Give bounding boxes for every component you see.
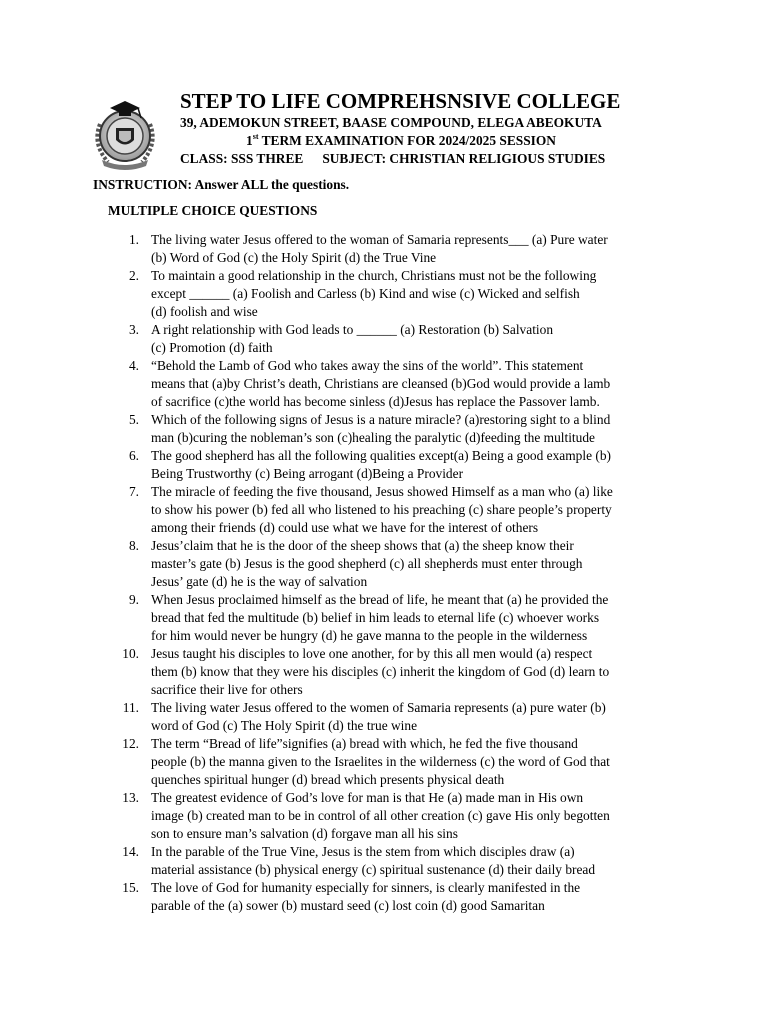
question-text <box>139 645 609 699</box>
question-number: 8. <box>128 538 139 553</box>
question-item <box>112 843 692 879</box>
question-line: The living water Jesus offered to the women of Samaria represents (a) pure water (b) <box>151 700 606 715</box>
question-item <box>112 735 692 789</box>
question-item <box>112 447 692 483</box>
question-number: 14. <box>122 844 139 859</box>
question-line: The living water Jesus offered to the woman of Samaria represents___ (a) Pure water <box>151 232 608 247</box>
school-crest-logo <box>86 94 164 172</box>
question-line: means that (a)by Christ’s death, Christians are cleansed (b)God would provide a lamb <box>151 376 611 391</box>
school-name: STEP TO LIFE COMPREHSNSIVE COLLEGE <box>180 89 621 113</box>
question-item <box>112 357 692 411</box>
question-number: 5. <box>128 412 139 427</box>
question-line: image (b) created man to be in control of all other creation (c) gave His only begotten <box>151 808 610 823</box>
question-line: When Jesus proclaimed himself as the bread of life, he meant that (a) he provided the <box>151 592 609 607</box>
question-text <box>139 843 595 879</box>
question-item <box>112 321 692 357</box>
class-label: CLASS: SSS THREE <box>180 151 304 166</box>
question-line: to show his power (b) fed all who listened to his preaching (c) share people’s property <box>151 502 612 517</box>
question-line: among their friends (d) could use what we have for the interest of others <box>151 520 539 535</box>
question-item <box>112 699 692 735</box>
question-line: In the parable of the True Vine, Jesus is the stem from which disciples draw (a) <box>151 844 575 859</box>
question-number: 11. <box>122 700 139 715</box>
question-number: 4. <box>128 358 139 373</box>
question-number: 13. <box>122 790 139 805</box>
question-text <box>139 537 583 591</box>
term-rest: TERM EXAMINATION FOR 2024/2025 SESSION <box>258 133 556 148</box>
question-text <box>139 231 608 267</box>
school-header <box>180 88 740 168</box>
question-line: quenches spiritual hunger (d) bread which presents physical death <box>151 772 505 787</box>
question-text <box>139 483 613 537</box>
question-line: (d) foolish and wise <box>151 304 258 319</box>
question-item <box>112 591 692 645</box>
question-line: master’s gate (b) Jesus is the good shepherd (c) all shepherds must enter through <box>151 556 583 571</box>
question-text <box>139 699 606 735</box>
question-line: The good shepherd has all the following qualities except(a) Being a good example (b) <box>151 448 611 463</box>
class-subject-line <box>180 150 740 168</box>
question-line: The love of God for humanity especially for sinners, is clearly manifested in the <box>151 880 581 895</box>
question-number: 9. <box>128 592 139 607</box>
exam-term-line <box>180 132 740 150</box>
question-number: 10. <box>122 646 139 661</box>
question-item <box>112 789 692 843</box>
question-line: The term “Bread of life”signifies (a) bread with which, he fed the five thousand <box>151 736 578 751</box>
question-line: Jesus taught his disciples to love one another, for by this all men would (a) respect <box>151 646 593 661</box>
question-text <box>139 735 610 789</box>
question-line: The greatest evidence of God’s love for man is that He (a) made man in His own <box>151 790 584 805</box>
question-line: To maintain a good relationship in the church, Christians must not be the following <box>151 268 597 283</box>
question-line: “Behold the Lamb of God who takes away the sins of the world”. This statement <box>151 358 584 373</box>
question-line: sacrifice their live for others <box>151 682 303 697</box>
question-line: Jesus’claim that he is the door of the sheep shows that (a) the sheep know their <box>151 538 574 553</box>
question-list <box>112 231 692 915</box>
question-line: of sacrifice (c)the world has become sinless (d)Jesus has replace the Passover lamb. <box>151 394 600 409</box>
question-item <box>112 411 692 447</box>
question-line: parable of the (a) sower (b) mustard seed (c) lost coin (d) good Samaritan <box>151 898 545 913</box>
term-ordinal: 1 <box>246 133 253 148</box>
question-line: except ______ (a) Foolish and Carless (b) Kind and wise (c) Wicked and selfish <box>151 286 580 301</box>
question-line: them (b) know that they were his disciples (c) inherit the kingdom of God (d) learn to <box>151 664 610 679</box>
instruction-text: INSTRUCTION: Answer ALL the questions. <box>93 177 350 192</box>
question-number: 12. <box>122 736 139 751</box>
question-line: A right relationship with God leads to ______ (a) Restoration (b) Salvation <box>151 322 554 337</box>
question-line: (c) Promotion (d) faith <box>151 340 273 355</box>
question-text <box>139 357 610 411</box>
question-text <box>139 267 596 321</box>
question-item <box>112 879 692 915</box>
section-title: MULTIPLE CHOICE QUESTIONS <box>108 203 318 218</box>
question-item <box>112 483 692 537</box>
question-number: 2. <box>128 268 139 283</box>
question-line: Jesus’ gate (d) he is the way of salvation <box>151 574 368 589</box>
question-line: bread that fed the multitude (b) belief in him leads to eternal life (c) whoever works <box>151 610 600 625</box>
question-number: 6. <box>128 448 139 463</box>
question-line: people (b) the manna given to the Israelites in the wilderness (c) the word of God that <box>151 754 610 769</box>
question-text <box>139 411 610 447</box>
question-line: material assistance (b) physical energy (c) spiritual sustenance (d) their daily bread <box>151 862 596 877</box>
question-number: 7. <box>128 484 139 499</box>
subject-label: SUBJECT: CHRISTIAN RELIGIOUS STUDIES <box>322 151 606 166</box>
question-text <box>139 879 580 915</box>
school-address: 39, ADEMOKUN STREET, BAASE COMPOUND, ELEGA ABEOKUTA <box>180 115 602 130</box>
term-suffix: st <box>252 131 259 141</box>
question-line: (b) Word of God (c) the Holy Spirit (d) the True Vine <box>151 250 437 265</box>
question-item <box>112 231 692 267</box>
question-item <box>112 537 692 591</box>
question-line: Which of the following signs of Jesus is a nature miracle? (a)restoring sight to a blind <box>151 412 611 427</box>
question-line: man (b)curing the nobleman’s son (c)healing the paralytic (d)feeding the multitude <box>151 430 595 445</box>
question-number: 3. <box>128 322 139 337</box>
question-text <box>139 789 610 843</box>
question-text <box>139 447 611 483</box>
question-item <box>112 645 692 699</box>
question-text <box>139 321 553 357</box>
question-item <box>112 267 692 321</box>
question-text <box>139 591 608 645</box>
question-number: 15. <box>122 880 139 895</box>
question-line: The miracle of feeding the five thousand, Jesus showed Himself as a man who (a) like <box>151 484 613 499</box>
question-line: Being Trustworthy (c) Being arrogant (d)Being a Provider <box>151 466 464 481</box>
question-line: for him would never be hungry (d) he gave manna to the people in the wilderness <box>151 628 588 643</box>
question-line: word of God (c) The Holy Spirit (d) the true wine <box>151 718 418 733</box>
question-line: son to ensure man’s salvation (d) forgave man all his sins <box>151 826 458 841</box>
question-number: 1. <box>128 232 139 247</box>
